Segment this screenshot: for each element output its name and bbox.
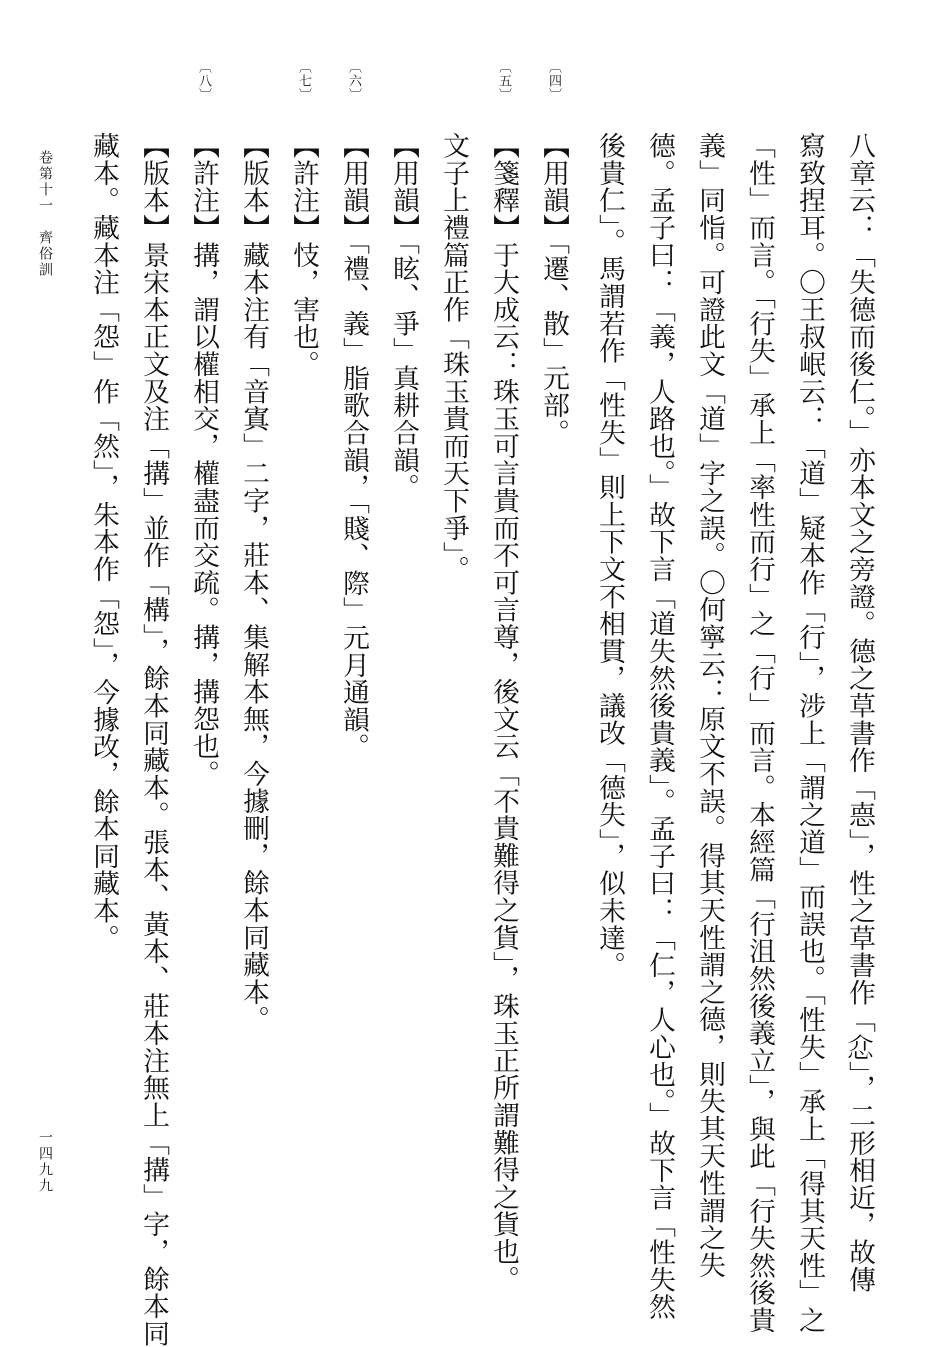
- running-header: 卷第十一 齊俗訓: [37, 150, 53, 278]
- annotation-column: 【版本】景宋本正文及注「搆」並作「構」，餘本同藏本。張本、黃本、莊本注無上「搆」字，餘本同: [138, 132, 169, 1347]
- text-column: 德。孟子曰：「義，人路也。」故下言「道失然後貴義」。孟子曰：「仁，人心也。」故下言「性失然: [644, 132, 675, 1321]
- annotation-column: 【用韻】「禮、義」脂歌合韻，「賤、際」元月通韻。: [338, 132, 369, 761]
- note-number: 〔六〕: [346, 60, 361, 102]
- text-column: 八章云：「失德而後仁。」亦本文之旁證。德之草書作「𢛳」，性之草書作「𢗊」，二形相近，故傳: [844, 132, 875, 1293]
- annotation-column: 【許注】搆，謂以權相交，權盡而交疏。搆，搆怨也。: [188, 132, 219, 788]
- note-number: 〔七〕: [296, 60, 311, 102]
- text-column: 後貴仁」。馬謂若作「性失」則上下文不相貫，議改「德失」，似未達。: [594, 132, 625, 979]
- text-column: 「性」而言。「行失」承上「率性而行」之「行」而言。本經篇「行沮然後義立」，與此「行失然後貴: [744, 132, 775, 1334]
- annotation-column: 【用韻】「眩、爭」真耕合韻。: [388, 132, 419, 501]
- page-number: 一四九九: [37, 1130, 53, 1194]
- text-column: 寫致捏耳。〇王叔岷云：「道」疑本作「行」，涉上「謂之道」而誤也。「性失」承上「得其天性」之: [794, 132, 825, 1334]
- annotation-column: 【箋釋】于大成云：珠玉可言貴而不可言尊，後文云「不貴難得之貨」，珠玉正所謂難得之貨也。: [488, 132, 519, 1293]
- annotation-column: 【用韻】「遷、散」元部。: [538, 132, 569, 447]
- annotation-column: 藏本。藏本注「怨」作「然」，朱本作「怨」，今據改，餘本同藏本。: [88, 132, 119, 952]
- text-column: 義」同恉。可證此文「道」字之誤。〇何寧云：原文不誤。得其天性謂之德，則失其天性謂之失: [694, 132, 725, 1279]
- note-number: 〔四〕: [546, 60, 561, 102]
- annotation-column: 文子上禮篇正作「珠玉貴而天下爭」。: [438, 132, 469, 583]
- annotation-column: 【許注】忮，害也。: [288, 132, 319, 378]
- annotation-column: 【版本】藏本注有「音寘」二字，莊本、集解本無，今據刪，餘本同藏本。: [238, 132, 269, 1033]
- note-number: 〔八〕: [196, 60, 211, 102]
- note-number: 〔五〕: [496, 60, 511, 102]
